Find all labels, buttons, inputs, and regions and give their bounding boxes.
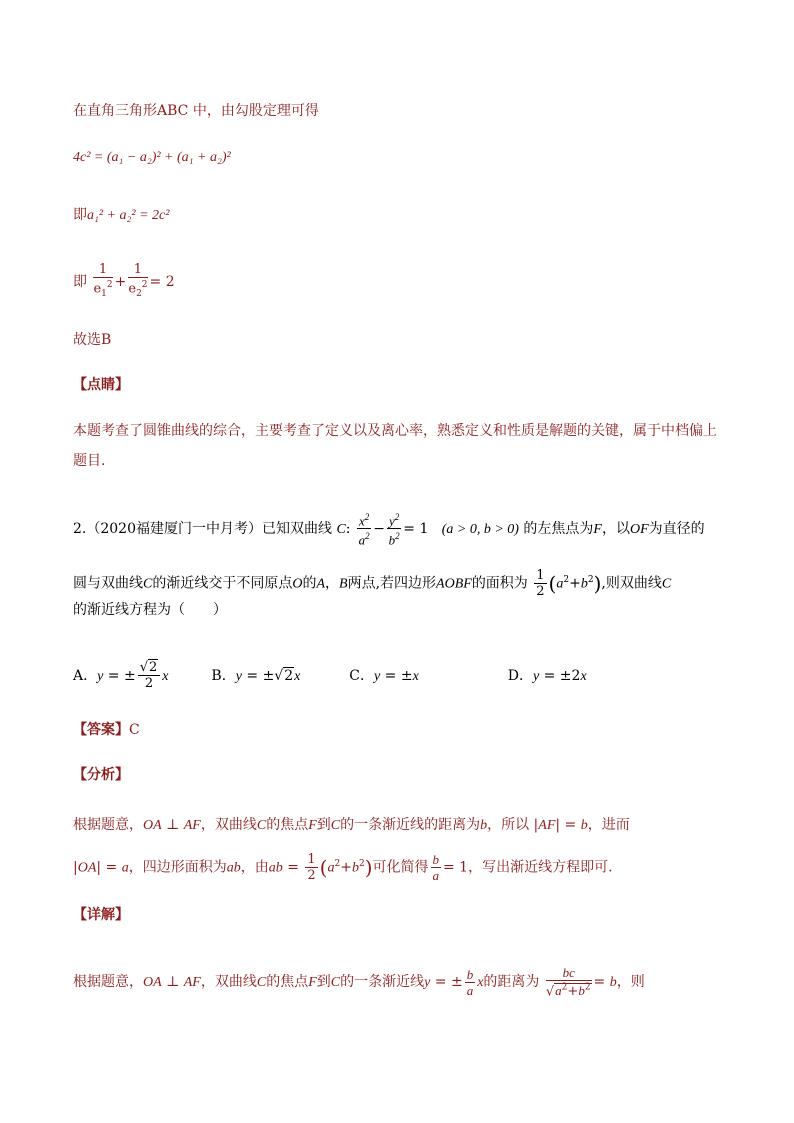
question-2-line-2: 圆与双曲线C的渐近线交于不同原点O的A，B两点,若四边形AOBF的面积为 $\frac{1}{2}$ $(a^2+b^2)$,则双曲线C xyxy=(73,568,672,599)
fraction-one-half-2: $\frac{1}{2}$ xyxy=(307,852,316,883)
fenxi-line-1: 根据题意，OA ⊥ AF，双曲线C的焦点F到C的一条渐近线的距离为b，所以 |AF| = b，进而 xyxy=(73,817,630,833)
heading-answer: 【答案】 xyxy=(73,722,129,738)
fraction-b-over-a-2: $\frac{b}{a}$ xyxy=(466,966,474,998)
answer-line xyxy=(73,720,140,740)
option-b: B．y = ±√2x xyxy=(211,667,301,684)
answer-value: C xyxy=(129,722,140,738)
heading-dianjing: 【点睛】 xyxy=(73,377,129,393)
fraction-x2-a2: $\frac{x^2}{a^2}$ xyxy=(358,512,370,548)
question-2-line-3: 的渐近线方程为（ ） xyxy=(73,602,227,618)
fraction-bc-over-sqrt: $\frac{bc}{√a^2+b^2}$ xyxy=(545,965,591,1000)
question-2-options xyxy=(73,660,587,691)
xiangjie-line-1: 根据题意，OA ⊥ AF，双曲线C的焦点F到C的一条渐近线y = ± $\frac{b}{a}$ x的距离为 $\frac{bc}{√a^2+b^2}$ = b，则 xyxy=(73,965,645,1000)
fraction-y2-b2: $\frac{y^2}{b^2}$ xyxy=(388,512,400,548)
equation-sum-squares: 即a₁² + a₂² = 2c² xyxy=(73,207,170,223)
dianjing-text-2: 题目. xyxy=(73,453,106,469)
question-2-line-1: 2.（2020福建厦门一中月考）已知双曲线 C: $\frac{x^2}{a^2}$ − $\frac{y^2}{b^2}$ = 1 (a > 0, b > 0) 的左焦点为F，以OF为直径的 xyxy=(73,512,705,548)
solution-line-1: 在直角三角形ABC 中，由勾股定理可得 xyxy=(73,103,319,119)
conclusion-line: 故选B xyxy=(73,332,112,348)
equation-pythagoras: 4c² = (a₁ − a₂)² + (a₁ + a₂)² xyxy=(73,150,231,165)
equation-eccentricity: 即 $\frac{1}{e_1^2}$ + $\frac{1}{e_2^2}$ = 2 xyxy=(73,262,175,302)
fraction-b-over-a: $\frac{b}{a}$ xyxy=(432,852,439,883)
fraction-1-over-e1sq: $\frac{1}{e_1^2}$ xyxy=(93,262,113,299)
option-c: C．y = ±x xyxy=(349,667,419,684)
option-d: D．y = ±2x xyxy=(507,667,587,684)
heading-xiangjie: 【详解】 xyxy=(73,907,129,923)
fenxi-line-2: |OA| = a，四边形面积为ab，由ab = $\frac{1}{2}$ $(a^2+b^2)$可化简得 $\frac{b}{a}$ = 1，写出渐近线方程即可. xyxy=(73,852,613,883)
fraction-1-over-e2sq: $\frac{1}{e_2^2}$ xyxy=(128,262,148,299)
dianjing-text-1: 本题考查了圆锥曲线的综合，主要考查了定义以及离心率，熟悉定义和性质是解题的关键，属于中档偏上 xyxy=(73,423,717,439)
fraction-one-half: $\frac{1}{2}$ xyxy=(536,568,545,599)
option-a: A．y = ± $\frac{√2}{2}$ x xyxy=(73,660,169,691)
fraction-sqrt2-over-2: $\frac{√2}{2}$ xyxy=(138,660,161,691)
heading-fenxi: 【分析】 xyxy=(73,767,129,783)
